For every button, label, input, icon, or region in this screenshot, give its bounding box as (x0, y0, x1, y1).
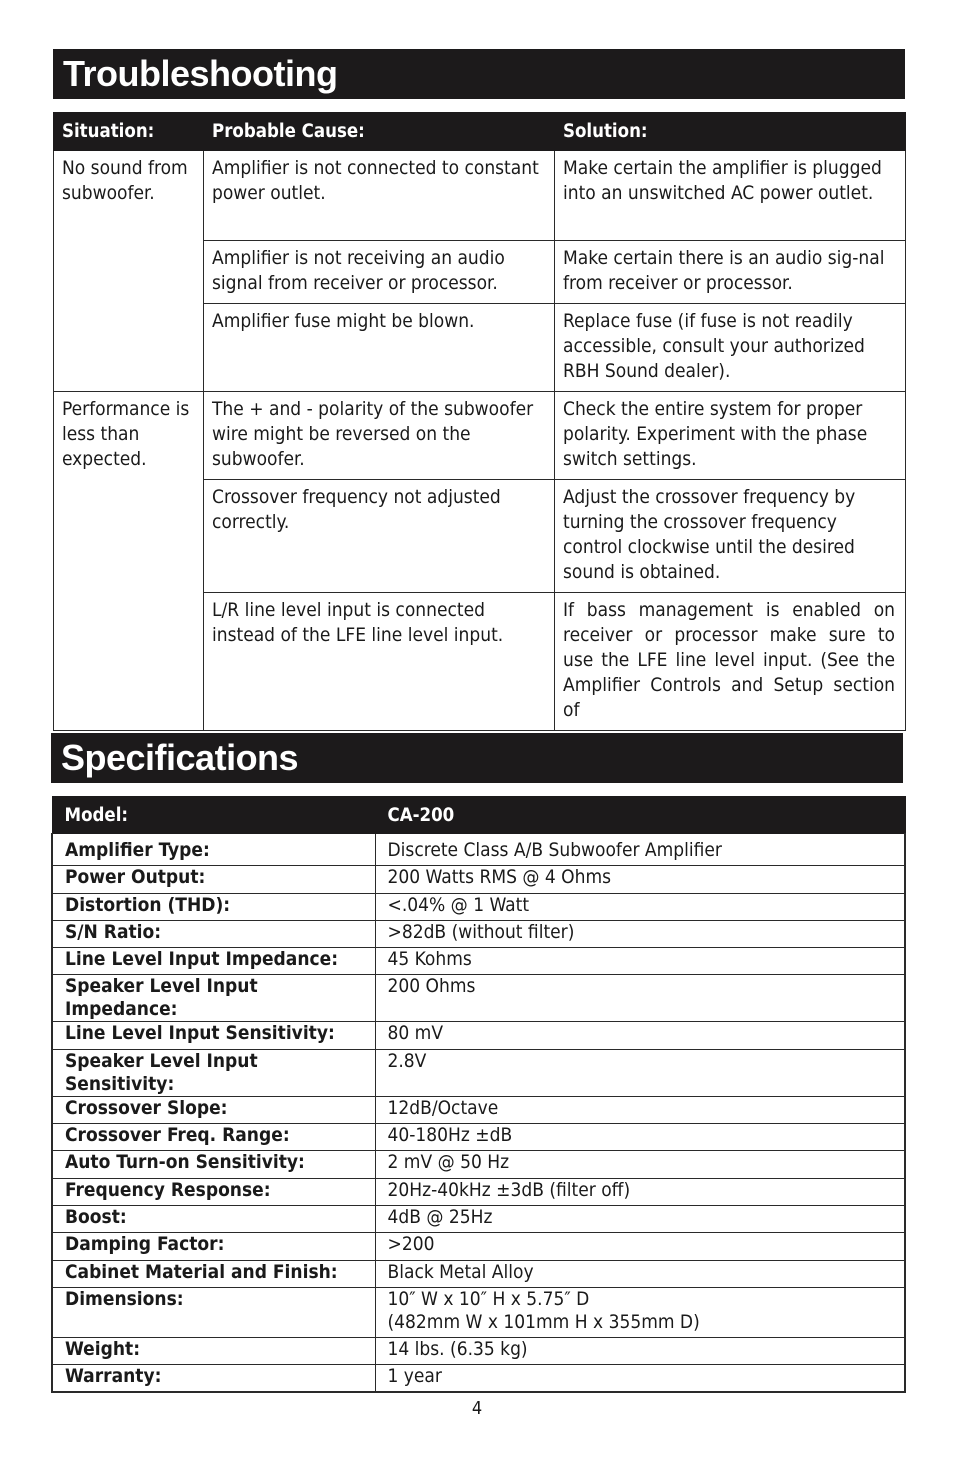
model-value: CA-200 (375, 797, 905, 834)
spec-value (375, 1151, 905, 1178)
spec-value-text: 14 lbs. (6.35 kg) (387, 1337, 528, 1360)
spec-value-text: 200 Watts RMS @ 4 Ohms (387, 866, 612, 889)
spec-value-text: 2.8V (387, 1049, 427, 1072)
spec-row (52, 1260, 905, 1287)
page-number: 4 (471, 1398, 483, 1419)
specifications-table (51, 796, 906, 1393)
spec-row (52, 1022, 905, 1049)
spec-value (375, 975, 905, 1022)
spec-value-text: 4dB @ 25Hz (387, 1205, 493, 1228)
spec-label: Distortion (THD): (52, 893, 375, 920)
spec-row (52, 893, 905, 920)
spec-row (52, 1365, 905, 1393)
spec-row (52, 866, 905, 893)
specifications-title: Specifications (51, 733, 903, 783)
cause-cell: Amplifier is not receiving an audio signal from receiver or processor. (204, 241, 555, 304)
spec-value (375, 1337, 905, 1364)
troubleshooting-title: Troubleshooting (53, 49, 905, 99)
spec-label: Cabinet Material and Finish: (52, 1260, 375, 1287)
cause-header: Probable Cause: (204, 113, 555, 151)
spec-label: Frequency Response: (52, 1178, 375, 1205)
spec-label: Line Level Input Sensitivity: (52, 1022, 375, 1049)
spec-row (52, 948, 905, 975)
specifications-header-row (52, 797, 905, 834)
spec-value-text: 40-180Hz ±dB (387, 1124, 513, 1147)
cause-cell: Crossover frequency not adjusted correctly. (204, 480, 555, 593)
spec-row (52, 1049, 905, 1096)
solution-cell: Check the entire system for proper polarity. Experiment with the phase switch settings. (555, 392, 906, 480)
spec-value-text-line2: (482mm W x 101mm H x 355mm D) (387, 1310, 700, 1333)
spec-value-text: <.04% @ 1 Watt (387, 893, 530, 916)
spec-value (375, 920, 905, 947)
spec-row (52, 1287, 905, 1337)
spec-value-text: Discrete Class A/B Subwoofer Amplifier (387, 839, 722, 861)
cause-cell: The + and - polarity of the subwoofer wire might be reversed on the subwoofer. (204, 392, 555, 480)
spec-row (52, 834, 905, 866)
solution-cell: Replace fuse (if fuse is not readily accessible, consult your authorized RBH Sound dealer). (555, 304, 906, 392)
spec-value-text: 200 Ohms (387, 975, 476, 998)
spec-label: Auto Turn-on Sensitivity: (52, 1151, 375, 1178)
spec-value-text: 80 mV (387, 1022, 444, 1045)
spec-value-text: 2 mV @ 50 Hz (387, 1151, 510, 1174)
spec-label: Boost: (52, 1205, 375, 1232)
spec-value-text: Black Metal Alloy (387, 1260, 534, 1283)
spec-value-text: 45 Kohms (387, 948, 472, 971)
solution-cell: Adjust the crossover frequency by turning the crossover frequency control clockwise until the desired sound is obtained. (555, 480, 906, 593)
situation-header: Situation: (54, 113, 204, 151)
troubleshooting-header-row (54, 113, 906, 151)
spec-label: Speaker Level Input Impedance: (52, 975, 375, 1022)
table-row (54, 151, 906, 241)
spec-value (375, 1260, 905, 1287)
spec-row (52, 975, 905, 1022)
solution-cell: Make certain there is an audio sig-nal from receiver or processor. (555, 241, 906, 304)
spec-label: Damping Factor: (52, 1233, 375, 1260)
spec-row (52, 1151, 905, 1178)
solution-cell: If bass management is enabled on receiver or processor make sure to use the LFE line level input. (See the Amplifier Controls and Setup section of (555, 593, 906, 731)
spec-value (375, 1022, 905, 1049)
situation-cell: Performance is less than expected. (54, 392, 204, 731)
spec-label: Line Level Input Impedance: (52, 948, 375, 975)
spec-row (52, 920, 905, 947)
spec-value (375, 1049, 905, 1096)
cause-cell: Amplifier fuse might be blown. (204, 304, 555, 392)
spec-label: Crossover Freq. Range: (52, 1124, 375, 1151)
spec-value (375, 1096, 905, 1123)
spec-value (375, 1205, 905, 1232)
spec-value-text: 1 year (387, 1365, 442, 1388)
cause-cell: Amplifier is not connected to constant power outlet. (204, 151, 555, 241)
spec-value (375, 1365, 905, 1393)
solution-header: Solution: (555, 113, 906, 151)
spec-value (375, 834, 905, 866)
table-row (54, 392, 906, 480)
spec-row (52, 1096, 905, 1123)
situation-cell: No sound from subwoofer. (54, 151, 204, 392)
spec-label: Crossover Slope: (52, 1096, 375, 1123)
spec-value (375, 893, 905, 920)
spec-row (52, 1178, 905, 1205)
spec-row (52, 1205, 905, 1232)
spec-label: S/N Ratio: (52, 920, 375, 947)
spec-value-text: 12dB/Octave (387, 1096, 499, 1119)
spec-value (375, 1233, 905, 1260)
spec-row (52, 1337, 905, 1364)
spec-value (375, 1287, 905, 1337)
troubleshooting-table (53, 112, 906, 731)
cause-cell: L/R line level input is connected instead of the LFE line level input. (204, 593, 555, 731)
spec-value-text: >82dB (without filter) (387, 920, 575, 943)
spec-value (375, 866, 905, 893)
spec-value (375, 1124, 905, 1151)
spec-value-text: 10″ W x 10″ H x 5.75″ D (387, 1287, 590, 1310)
spec-row (52, 1124, 905, 1151)
spec-row (52, 1233, 905, 1260)
spec-label: Warranty: (52, 1365, 375, 1393)
spec-label: Speaker Level Input Sensitivity: (52, 1049, 375, 1096)
spec-value-text: >200 (387, 1233, 435, 1256)
spec-value (375, 948, 905, 975)
solution-cell: Make certain the amplifier is plugged into an unswitched AC power outlet. (555, 151, 906, 241)
spec-value-text: 20Hz-40kHz ±3dB (filter off) (387, 1178, 631, 1201)
spec-value (375, 1178, 905, 1205)
spec-label: Dimensions: (52, 1287, 375, 1337)
spec-label: Weight: (52, 1337, 375, 1364)
spec-label: Amplifier Type: (52, 834, 375, 866)
model-label: Model: (52, 797, 375, 834)
spec-label: Power Output: (52, 866, 375, 893)
